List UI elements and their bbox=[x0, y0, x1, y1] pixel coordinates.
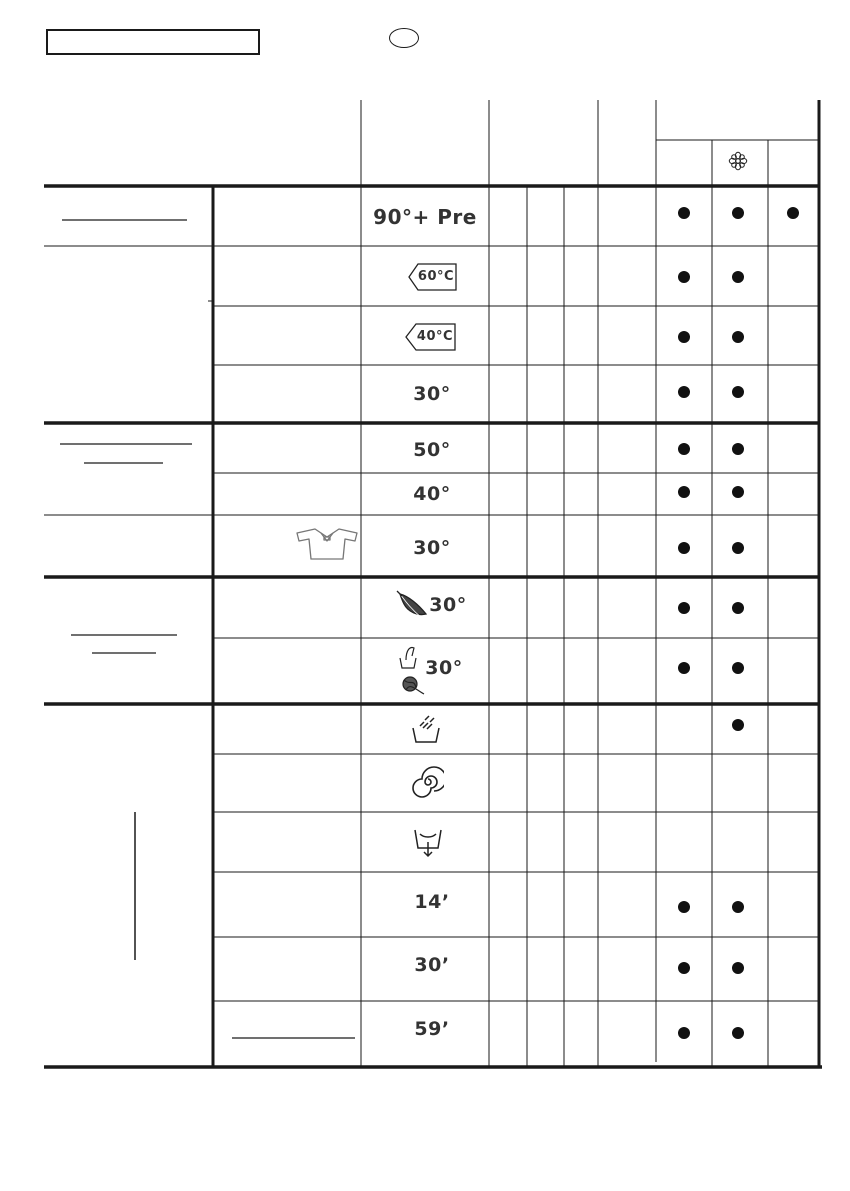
filled-dot-marker bbox=[678, 386, 690, 398]
filled-dot-marker bbox=[678, 901, 690, 913]
filled-dot-marker bbox=[732, 207, 744, 219]
row-6-temperature: 40° bbox=[413, 483, 451, 505]
filled-dot-marker bbox=[678, 662, 690, 674]
filled-dot-marker bbox=[678, 443, 690, 455]
filled-dot-marker bbox=[732, 901, 744, 913]
filled-dot-marker bbox=[678, 486, 690, 498]
filled-dot-marker bbox=[678, 207, 690, 219]
flower-icon bbox=[728, 151, 748, 171]
row-4-temperature: 30° bbox=[413, 383, 451, 405]
filled-dot-marker bbox=[678, 962, 690, 974]
filled-dot-marker bbox=[732, 719, 744, 731]
filled-dot-marker bbox=[732, 962, 744, 974]
row-7-temperature: 30° bbox=[413, 537, 451, 559]
filled-dot-marker bbox=[678, 1027, 690, 1039]
row-9-temperature: 30° bbox=[425, 657, 463, 679]
filled-dot-marker bbox=[787, 207, 799, 219]
filled-dot-marker bbox=[678, 271, 690, 283]
filled-dot-marker bbox=[732, 271, 744, 283]
rinse-icon bbox=[410, 712, 442, 744]
filled-dot-marker bbox=[732, 1027, 744, 1039]
row-1-temperature: 90°+ Pre bbox=[373, 205, 477, 229]
filled-dot-marker bbox=[678, 331, 690, 343]
spin-icon bbox=[412, 766, 444, 798]
filled-dot-marker bbox=[678, 602, 690, 614]
feather-icon bbox=[396, 590, 430, 622]
row-2-temperature: 60°C bbox=[417, 269, 455, 284]
filled-dot-marker bbox=[678, 542, 690, 554]
filled-dot-marker bbox=[732, 443, 744, 455]
filled-dot-marker bbox=[732, 542, 744, 554]
drain-icon bbox=[412, 826, 444, 860]
filled-dot-marker bbox=[732, 486, 744, 498]
row-8-temperature: 30° bbox=[429, 594, 467, 616]
row-14-temperature: 30’ bbox=[414, 954, 450, 976]
filled-dot-marker bbox=[732, 602, 744, 614]
row-3-temperature: 40°C bbox=[416, 329, 454, 344]
shirt-icon bbox=[295, 527, 359, 561]
filled-dot-marker bbox=[732, 386, 744, 398]
row-13-temperature: 14’ bbox=[414, 891, 450, 913]
row-15-temperature: 59’ bbox=[414, 1018, 450, 1040]
filled-dot-marker bbox=[732, 662, 744, 674]
row-5-temperature: 50° bbox=[413, 439, 451, 461]
filled-dot-marker bbox=[732, 331, 744, 343]
